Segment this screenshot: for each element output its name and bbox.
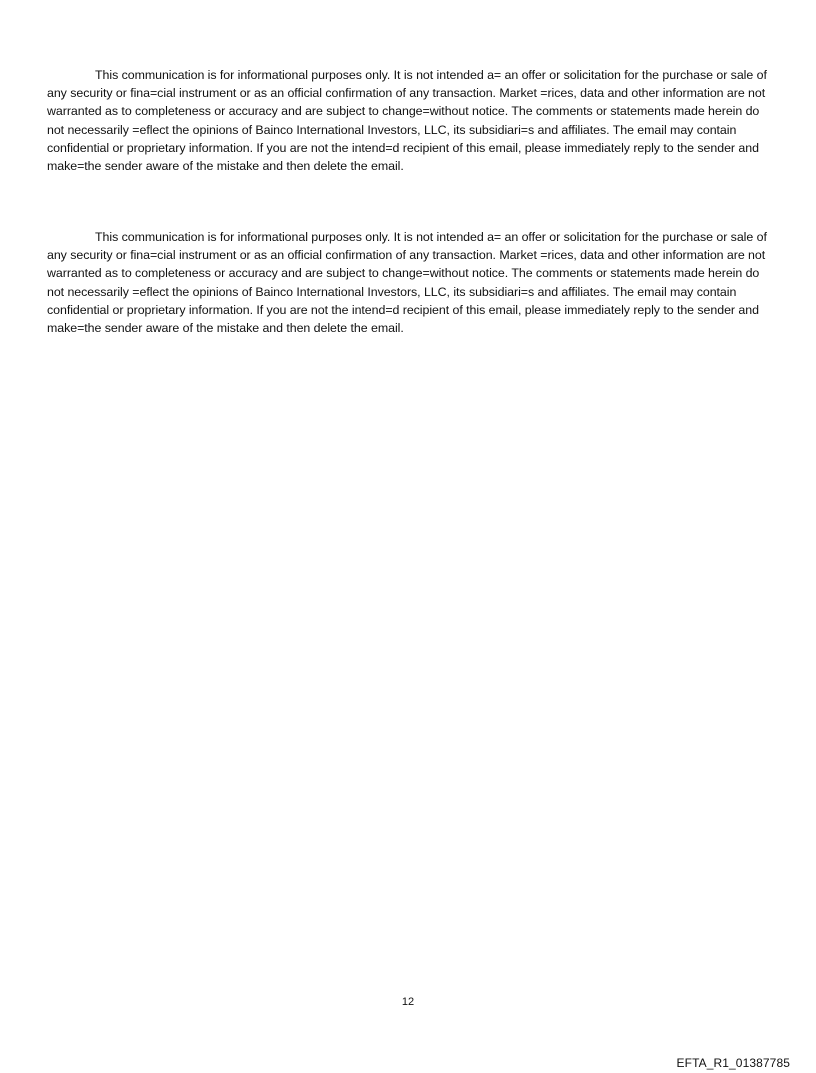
page-number: 12 bbox=[401, 996, 415, 1008]
disclaimer-paragraph-1: This communication is for informational purposes only. It is not intended a= an offer or solicitation for the purchase or sale of any security or fina=cial instrument or as an official confirmation of any transaction. Market =rices, data and other information are not warranted as to completeness or accuracy and are subject to change=without notice. The comments or statements made herein do not necessarily =eflect the opinions of Bainco International Investors, LLC, its subsidiari=s and affiliates. The email may contain confidential or proprietary information. If you are not the intend=d recipient of this email, please immediately reply to the sender and make=the sender aware of the mistake and then delete the email. bbox=[47, 68, 767, 174]
document-id: EFTA_R1_01387785 bbox=[676, 1056, 790, 1070]
disclaimer-paragraph-2: This communication is for informational purposes only. It is not intended a= an offer or solicitation for the purchase or sale of any security or fina=cial instrument or as an official confirmation of any transaction. Market =rices, data and other information are not warranted as to completeness or accuracy and are subject to change=without notice. The comments or statements made herein do not necessarily =eflect the opinions of Bainco International Investors, LLC, its subsidiari=s and affiliates. The email may contain confidential or proprietary information. If you are not the intend=d recipient of this email, please immediately reply to the sender and make=the sender aware of the mistake and then delete the email. bbox=[47, 230, 767, 336]
